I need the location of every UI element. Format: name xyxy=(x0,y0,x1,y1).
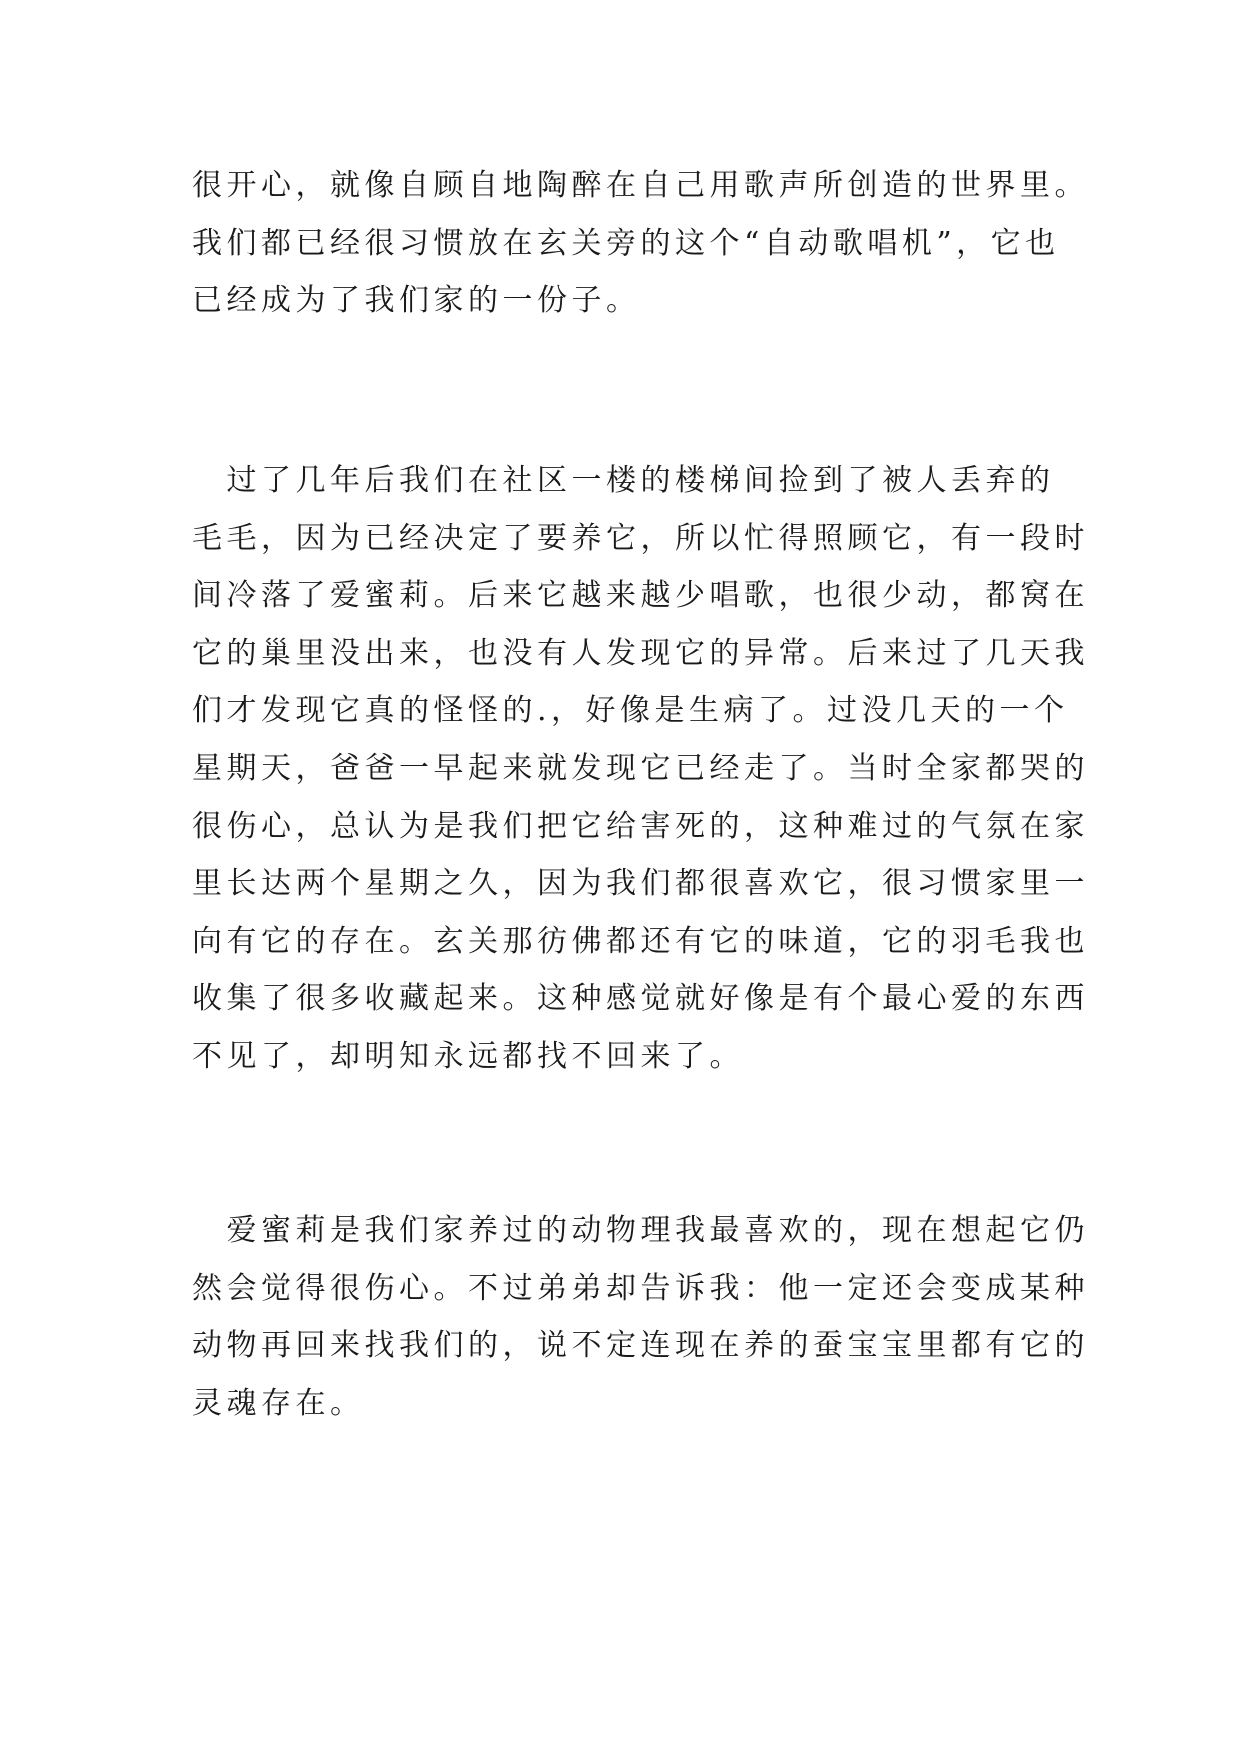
text-line: 很伤心，总认为是我们把它给害死的，这种难过的气氛在家 xyxy=(192,808,1089,844)
paragraph-2 xyxy=(192,452,1089,1086)
text-line: 然会觉得很伤心。不过弟弟却告诉我：他一定还会变成某种 xyxy=(192,1270,1089,1306)
paragraph-1 xyxy=(192,157,1089,330)
text-line: 已经成为了我们家的一份子。 xyxy=(192,283,641,319)
text-line: 灵魂存在。 xyxy=(192,1385,365,1421)
text-line: 毛毛，因为已经决定了要养它，所以忙得照顾它，有一段时 xyxy=(192,520,1089,556)
text-line: 爱蜜莉是我们家养过的动物理我最喜欢的，现在想起它仍 xyxy=(192,1213,1089,1248)
text-line: 们才发现它真的怪怪的.，好像是生病了。过没几天的一个 xyxy=(192,693,1069,729)
paragraph-3 xyxy=(192,1202,1089,1432)
text-line: 星期天，爸爸一早起来就发现它已经走了。当时全家都哭的 xyxy=(192,750,1089,786)
text-line: 它的巢里没出来，也没有人发现它的异常。后来过了几天我 xyxy=(192,635,1089,671)
text-line: 收集了很多收藏起来。这种感觉就好像是有个最心爱的东西 xyxy=(192,981,1089,1017)
text-line: 里长达两个星期之久，因为我们都很喜欢它，很习惯家里一 xyxy=(192,866,1089,902)
text-line: 很开心，就像自顾自地陶醉在自己用歌声所创造的世界里。 xyxy=(192,168,1089,203)
text-line: 过了几年后我们在社区一楼的楼梯间捡到了被人丢弃的 xyxy=(192,463,1055,498)
text-line: 不见了，却明知永远都找不回来了。 xyxy=(192,1038,744,1074)
text-line: 间冷落了爱蜜莉。后来它越来越少唱歌，也很少动，都窝在 xyxy=(192,578,1089,614)
text-line: 向有它的存在。玄关那彷佛都还有它的味道，它的羽毛我也 xyxy=(192,923,1089,959)
text-line: 我们都已经很习惯放在玄关旁的这个“自动歌唱机”，它也 xyxy=(192,225,1060,261)
text-line: 动物再回来找我们的，说不定连现在养的蚕宝宝里都有它的 xyxy=(192,1328,1089,1364)
